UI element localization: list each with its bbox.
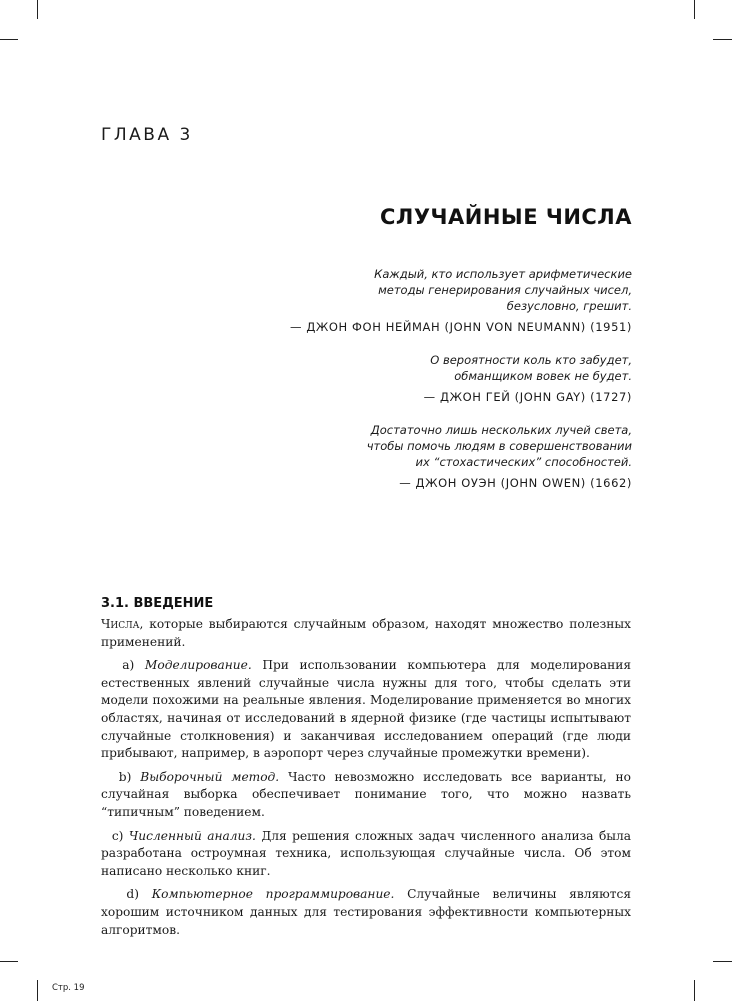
epigraph-line: безусловно, грешит. <box>506 299 632 313</box>
item-term: Компьютерное программирование. <box>151 887 395 902</box>
intro-text: , которые выбираются случайным образом, находят множество полезных применений. <box>101 617 631 649</box>
section-title: 3.1. ВВЕДЕНИЕ <box>101 596 214 611</box>
epigraph-line: методы генерирования случайных чисел, <box>378 283 632 297</box>
crop-mark-top-right <box>694 0 695 19</box>
item-term: Моделирование. <box>144 658 252 673</box>
crop-mark-bottom-left <box>37 980 38 1001</box>
item-text: Часто невозможно исследовать все варианты, но случайная выборка обеспечивает понимание того, что можно назвать “типичным” поведением. <box>101 769 632 819</box>
item-marker: d) <box>126 887 139 902</box>
page-number: Стр. 19 <box>52 983 85 993</box>
epigraph-line: обманщиком вовек не будет. <box>454 369 632 383</box>
crop-mark-bottom-left-h <box>0 961 18 962</box>
item-text: Случайные величины являются хорошим источником данных для тестирования эффективности компьютерных алгоритмов. <box>101 887 632 937</box>
epigraph-line: их “стохастических” способностей. <box>415 455 632 469</box>
item-term: Выборочный метод. <box>140 769 280 784</box>
epigraph-author: — ДЖОН ГЕЙ (JOHN GAY) (1727) <box>423 390 632 404</box>
crop-mark-bottom-right-h <box>713 961 732 962</box>
crop-mark-top-left-h <box>0 39 18 40</box>
intro-lead-word: Числа <box>101 617 140 631</box>
epigraph <box>112 352 632 405</box>
chapter-title: СЛУЧАЙНЫЕ ЧИСЛА <box>380 205 632 229</box>
intro-paragraph <box>101 616 631 651</box>
crop-mark-top-right-h <box>713 39 732 40</box>
epigraph-line: чтобы помочь людям в совершенствовании <box>366 439 632 453</box>
epigraph-line: Каждый, кто использует арифметические <box>374 267 632 281</box>
section-introduction <box>101 596 631 945</box>
item-marker: c) <box>111 828 124 843</box>
list-item <box>101 828 631 881</box>
item-term: Численный анализ. <box>128 828 256 843</box>
list-item <box>101 657 631 763</box>
epigraph-line: О вероятности коль кто забудет, <box>430 353 632 367</box>
item-text: Для решения сложных задач численного анализа была разработана остроумная техника, использующая случайные числа. Об этом написано несколько книг. <box>101 828 632 878</box>
item-text: При использовании компьютера для моделирования естественных явлений случайные числа нужны для того, чтобы сделать эти модели похожими на реальные явления. Моделирование применяется во многих областях, начиная от исследований в ядерной физике (где частицы испытывают случайные столкновения) и заканчивая исследованием операций (где люди прибывают, например, в аэропорт через случайные промежутки времени). <box>101 658 632 761</box>
epigraph-author: — ДЖОН ОУЭН (JOHN OWEN) (1662) <box>399 476 632 490</box>
epigraph-line: Достаточно лишь нескольких лучей света, <box>370 423 632 437</box>
crop-mark-top-left <box>37 0 38 19</box>
epigraph-author: — ДЖОН ФОН НЕЙМАН (JOHN VON NEUMANN) (1951) <box>289 320 632 334</box>
list-item <box>101 886 631 939</box>
crop-mark-bottom-right <box>694 980 695 1001</box>
epigraph <box>112 422 632 491</box>
epigraphs <box>112 266 632 508</box>
item-marker: b) <box>118 769 132 784</box>
list-item <box>101 769 631 822</box>
item-marker: a) <box>122 658 135 673</box>
epigraph <box>112 266 632 335</box>
chapter-label: ГЛАВА 3 <box>101 125 193 145</box>
